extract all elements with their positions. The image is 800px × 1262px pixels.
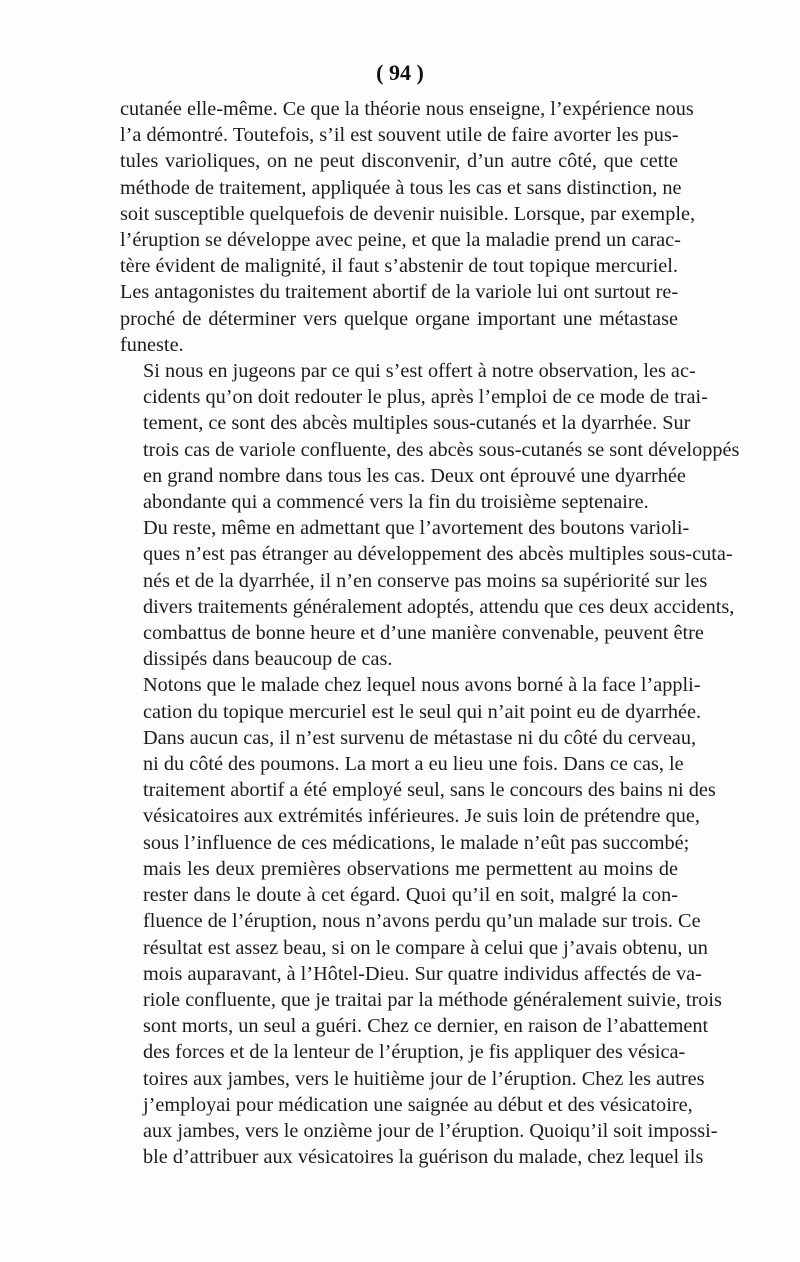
text-line: tère évident de malignité, il faut s’abstenir de tout topique mercuriel.: [120, 255, 678, 278]
text-line: résultat est assez beau, si on le compare à celui que j’avais obtenu, un: [143, 936, 708, 959]
text-line: Notons que le malade chez lequel nous avons borné à la face l’appli-: [143, 674, 701, 697]
text-line: sous l’influence de ces médications, le malade n’eût pas succombé;: [143, 831, 690, 854]
text-line: tement, ce sont des abcès multiples sous-cutanés et la dyarrhée. Sur: [143, 412, 691, 435]
text-line: fluence de l’éruption, nous n’avons perdu qu’un malade sur trois. Ce: [143, 910, 701, 933]
text-line: sont morts, un seul a guéri. Chez ce dernier, en raison de l’abattement: [143, 1015, 709, 1038]
text-line: divers traitements généralement adoptés, attendu que ces deux accidents,: [143, 595, 735, 618]
text-line: nés et de la dyarrhée, il n’en conserve pas moins sa supériorité sur les: [143, 569, 708, 592]
text-line: cidents qu’on doit redouter le plus, après l’emploi de ce mode de trai-: [143, 386, 708, 409]
text-line: ble d’attribuer aux vésicatoires la guérison du malade, chez lequel ils: [143, 1146, 704, 1169]
text-line: l’a démontré. Toutefois, s’il est souvent utile de faire avorter les pus-: [120, 124, 679, 147]
text-line: dissipés dans beaucoup de cas.: [143, 648, 393, 671]
text-line: Dans aucun cas, il n’est survenu de métastase ni du côté du cerveau,: [143, 726, 697, 749]
text-line: traitement abortif a été employé seul, sans le concours des bains ni des: [143, 779, 716, 802]
text-line: proché de déterminer vers quelque organe important une métastase: [120, 307, 678, 330]
text-line: mois auparavant, à l’Hôtel-Dieu. Sur quatre individus affectés de va-: [143, 962, 702, 985]
text-line: rester dans le doute à cet égard. Quoi qu’il en soit, malgré la con-: [143, 884, 678, 907]
text-line: combattus de bonne heure et d’une manière convenable, peuvent être: [143, 622, 704, 645]
text-line: vésicatoires aux extrémités inférieures. Je suis loin de prétendre que,: [143, 805, 700, 828]
text-line: mais les deux premières observations me permettent au moins de: [143, 857, 678, 880]
text-line: Du reste, même en admettant que l’avortement des boutons varioli-: [143, 517, 690, 540]
body-text: [120, 96, 740, 1170]
text-line: ni du côté des poumons. La mort a eu lieu une fois. Dans ce cas, le: [143, 753, 684, 776]
text-line: ques n’est pas étranger au développement des abcès multiples sous-cuta-: [143, 543, 733, 566]
text-line: trois cas de variole confluente, des abcès sous-cutanés se sont développés: [143, 438, 740, 461]
text-line: cation du topique mercuriel est le seul qui n’ait point eu de dyarrhée.: [143, 700, 702, 723]
text-line: l’éruption se développe avec peine, et que la maladie prend un carac-: [120, 229, 681, 252]
text-line: cutanée elle-même. Ce que la théorie nous enseigne, l’expérience nous: [120, 98, 694, 120]
text-line: riole confluente, que je traitai par la méthode généralement suivie, trois: [143, 988, 722, 1011]
text-line: aux jambes, vers le onzième jour de l’éruption. Quoiqu’il soit impossi-: [143, 1119, 718, 1142]
text-line: abondante qui a commencé vers la fin du troisième septenaire.: [143, 491, 649, 514]
text-line: funeste.: [120, 333, 184, 356]
text-line: Les antagonistes du traitement abortif de la variole lui ont surtout re-: [120, 281, 679, 304]
text-line: soit susceptible quelquefois de devenir nuisible. Lorsque, par exemple,: [120, 202, 696, 225]
text-line: tules varioliques, on ne peut disconvenir, d’un autre côté, que cette: [120, 150, 678, 173]
text-line: Si nous en jugeons par ce qui s’est offert à notre observation, les ac-: [143, 360, 696, 383]
text-line: j’employai pour médication une saignée au début et des vésicatoire,: [143, 1093, 693, 1116]
text-line: en grand nombre dans tous les cas. Deux ont éprouvé une dyarrhée: [143, 464, 686, 487]
paragraph: [120, 672, 722, 1170]
page-number: ( 94 ): [376, 60, 424, 85]
text-line: méthode de traitement, appliquée à tous les cas et sans distinction, ne: [120, 176, 682, 199]
paragraph: [120, 96, 696, 358]
text-line: toires aux jambes, vers le huitième jour de l’éruption. Chez les autres: [143, 1067, 705, 1090]
text-line: des forces et de la lenteur de l’éruption, je fis appliquer des vésica-: [143, 1041, 686, 1064]
paragraph: [120, 358, 740, 515]
paragraph: [120, 515, 735, 672]
